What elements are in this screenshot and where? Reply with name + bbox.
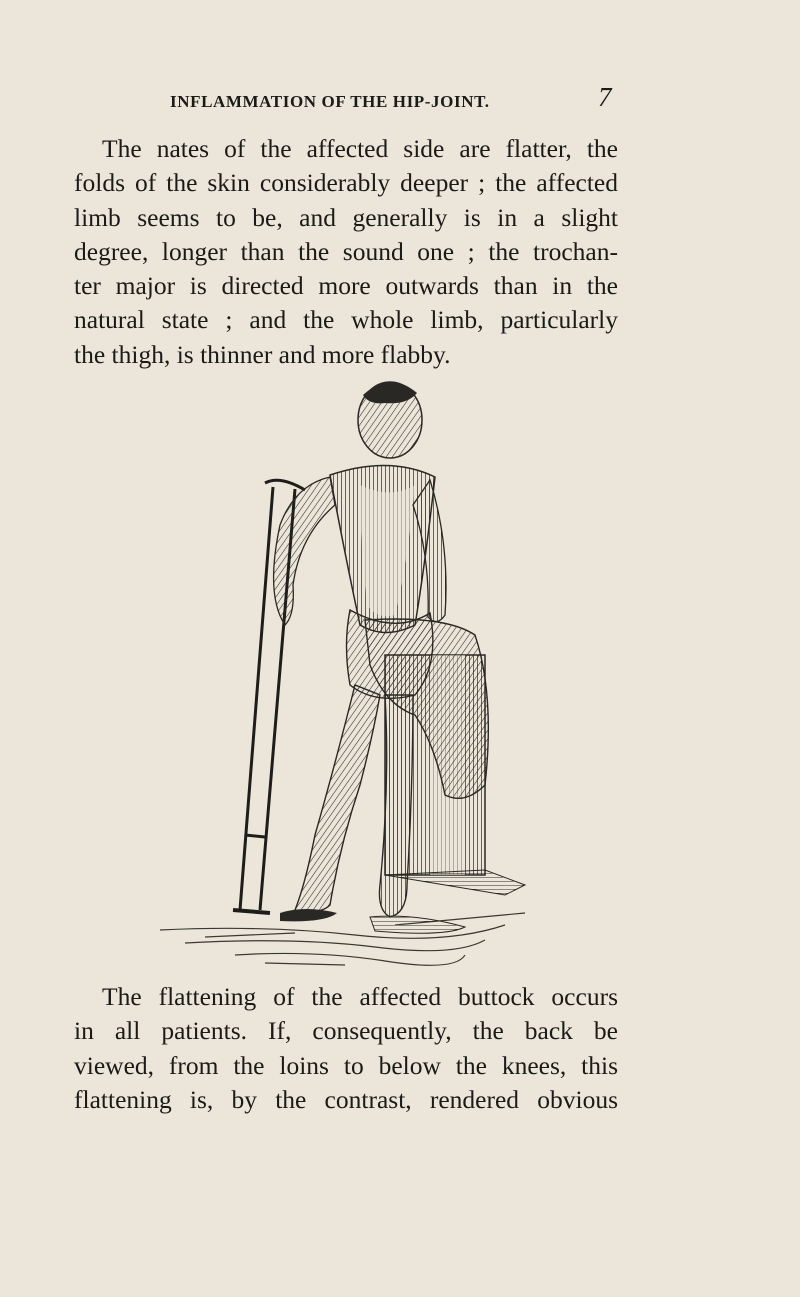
text-line: The flattening of the affected buttock occurs	[102, 982, 618, 1011]
floor-shading	[160, 913, 525, 965]
text-line: folds of the skin considerably deeper ; the affected	[74, 168, 618, 198]
text-line: in all patients. If, consequently, the back be	[74, 1016, 618, 1046]
figure-engraving	[145, 365, 565, 975]
text-line: limb seems to be, and generally is in a slight	[74, 202, 618, 232]
text-line: viewed, from the loins to below the knees, this	[74, 1050, 618, 1080]
text-line: flattening is, by the contrast, rendered obvious	[74, 1084, 618, 1114]
page-number: 7	[598, 82, 612, 112]
paragraph-1	[74, 132, 618, 372]
text-line: degree, longer than the sound one ; the trochan-	[74, 236, 618, 266]
running-head: INFLAMMATION OF THE HIP-JOINT.	[170, 92, 490, 111]
paragraph-2	[74, 980, 618, 1117]
text-line: the thigh, is thinner and more flabby.	[74, 339, 451, 369]
patient-with-crutch-illustration	[145, 365, 565, 975]
text-line: ter major is directed more outwards than in the	[74, 271, 618, 301]
text-line: The nates of the affected side are flatter, the	[102, 134, 618, 163]
text-line: natural state ; and the whole limb, particularly	[74, 305, 618, 335]
